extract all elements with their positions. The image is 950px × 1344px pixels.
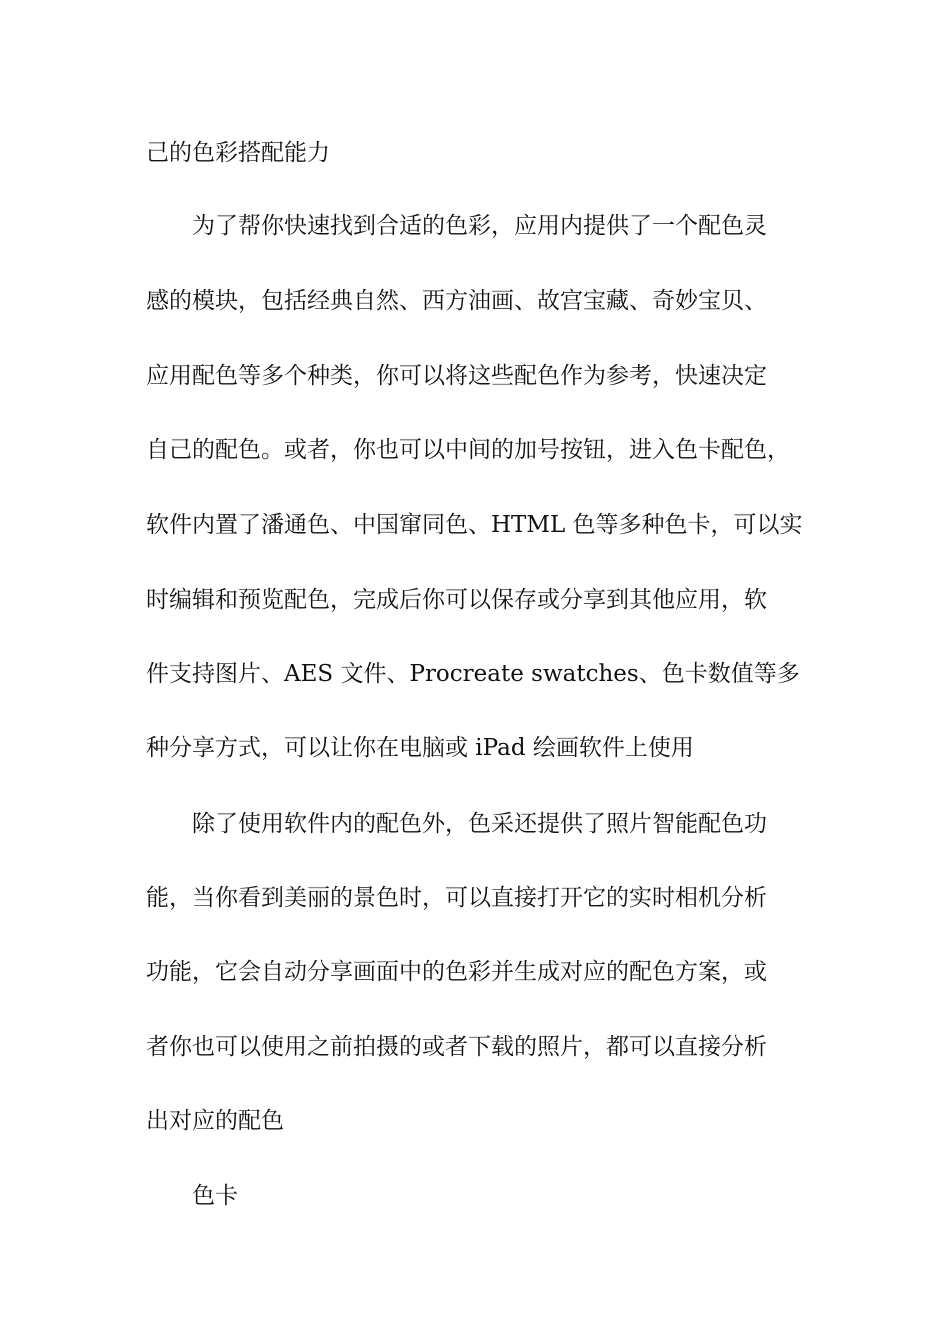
text-line: 出对应的配色 xyxy=(146,1108,284,1134)
text-line: 功能，它会自动分享画面中的色彩并生成对应的配色方案，或 xyxy=(146,959,767,985)
text-line: 时编辑和预览配色，完成后你可以保存或分享到其他应用，软 xyxy=(146,587,767,613)
text-line: 件支持图片、AES 文件、Procreate swatches、色卡数值等多 xyxy=(146,661,800,687)
text-line: 软件内置了潘通色、中国窜同色、HTML 色等多种色卡，可以实 xyxy=(146,512,803,538)
section-heading: 色卡 xyxy=(192,1183,238,1209)
paragraph-first-line: 为了帮你快速找到合适的色彩，应用内提供了一个配色灵 xyxy=(192,213,767,239)
text-line: 能，当你看到美丽的景色时，可以直接打开它的实时相机分析 xyxy=(146,885,767,911)
text-line: 自己的配色。或者，你也可以中间的加号按钮，进入色卡配色， xyxy=(146,437,790,463)
text-line: 者你也可以使用之前拍摄的或者下载的照片，都可以直接分析 xyxy=(146,1034,767,1060)
text-line: 己的色彩搭配能力 xyxy=(146,140,330,166)
text-line: 应用配色等多个种类，你可以将这些配色作为参考，快速决定 xyxy=(146,363,767,389)
text-line: 种分享方式，可以让你在电脑或 iPad 绘画软件上使用 xyxy=(146,735,694,761)
text-line: 感的模块，包括经典自然、西方油画、故宫宝藏、奇妙宝贝、 xyxy=(146,288,767,314)
paragraph-first-line: 除了使用软件内的配色外，色采还提供了照片智能配色功 xyxy=(192,811,767,837)
